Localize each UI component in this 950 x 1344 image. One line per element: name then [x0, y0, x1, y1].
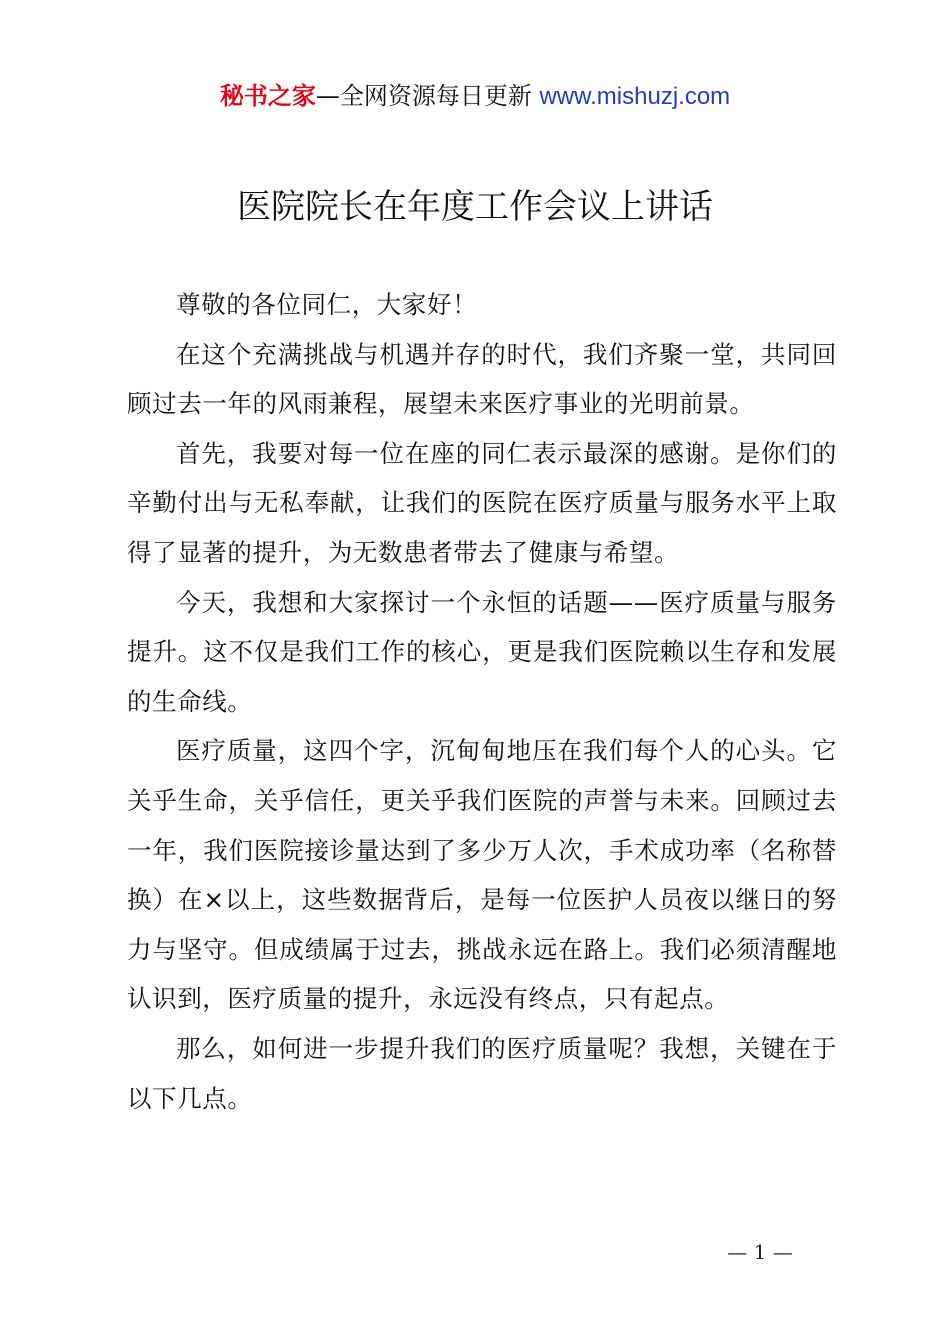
site-tagline: —全网资源每日更新	[315, 82, 540, 110]
site-header-banner	[0, 80, 950, 113]
paragraph-3: 今天，我想和大家探讨一个永恒的话题——医疗质量与服务提升。这不仅是我们工作的核心，更是我们医院赖以生存和发展的生命线。	[127, 587, 837, 716]
site-url-link[interactable]: www.mishuzj.com	[539, 83, 731, 110]
page-number: — 1 —	[727, 1240, 793, 1264]
paragraph-greeting: 尊敬的各位同仁，大家好！	[176, 290, 478, 319]
paragraph-4: 医疗质量，这四个字，沉甸甸地压在我们每个人的心头。它关乎生命，关乎信任，更关乎我们医院的声誉与未来。回顾过去一年，我们医院接诊量达到了多少万人次，手术成功率（名称替换）在×以上，这些数据背后，是每一位医护人员夜以继日的努力与坚守。但成绩属于过去，挑战永远在路上。我们必须清醒地认识到，医疗质量的提升，永远没有终点，只有起点。	[127, 736, 837, 1014]
paragraph-2: 首先，我要对每一位在座的同仁表示最深的感谢。是你们的辛勤付出与无私奉献，让我们的医院在医疗质量与服务水平上取得了显著的提升，为无数患者带去了健康与希望。	[127, 438, 837, 567]
paragraph-1: 在这个充满挑战与机遇并存的时代，我们齐聚一堂，共同回顾过去一年的风雨兼程，展望未来医疗事业的光明前景。	[127, 339, 837, 419]
document-title: 医院院长在年度工作会议上讲话	[237, 187, 713, 227]
site-brand-name: 秘书之家	[219, 82, 316, 110]
paragraph-5: 那么，如何进一步提升我们的医疗质量呢？我想，关键在于以下几点。	[127, 1033, 837, 1113]
document-body	[127, 280, 837, 1123]
